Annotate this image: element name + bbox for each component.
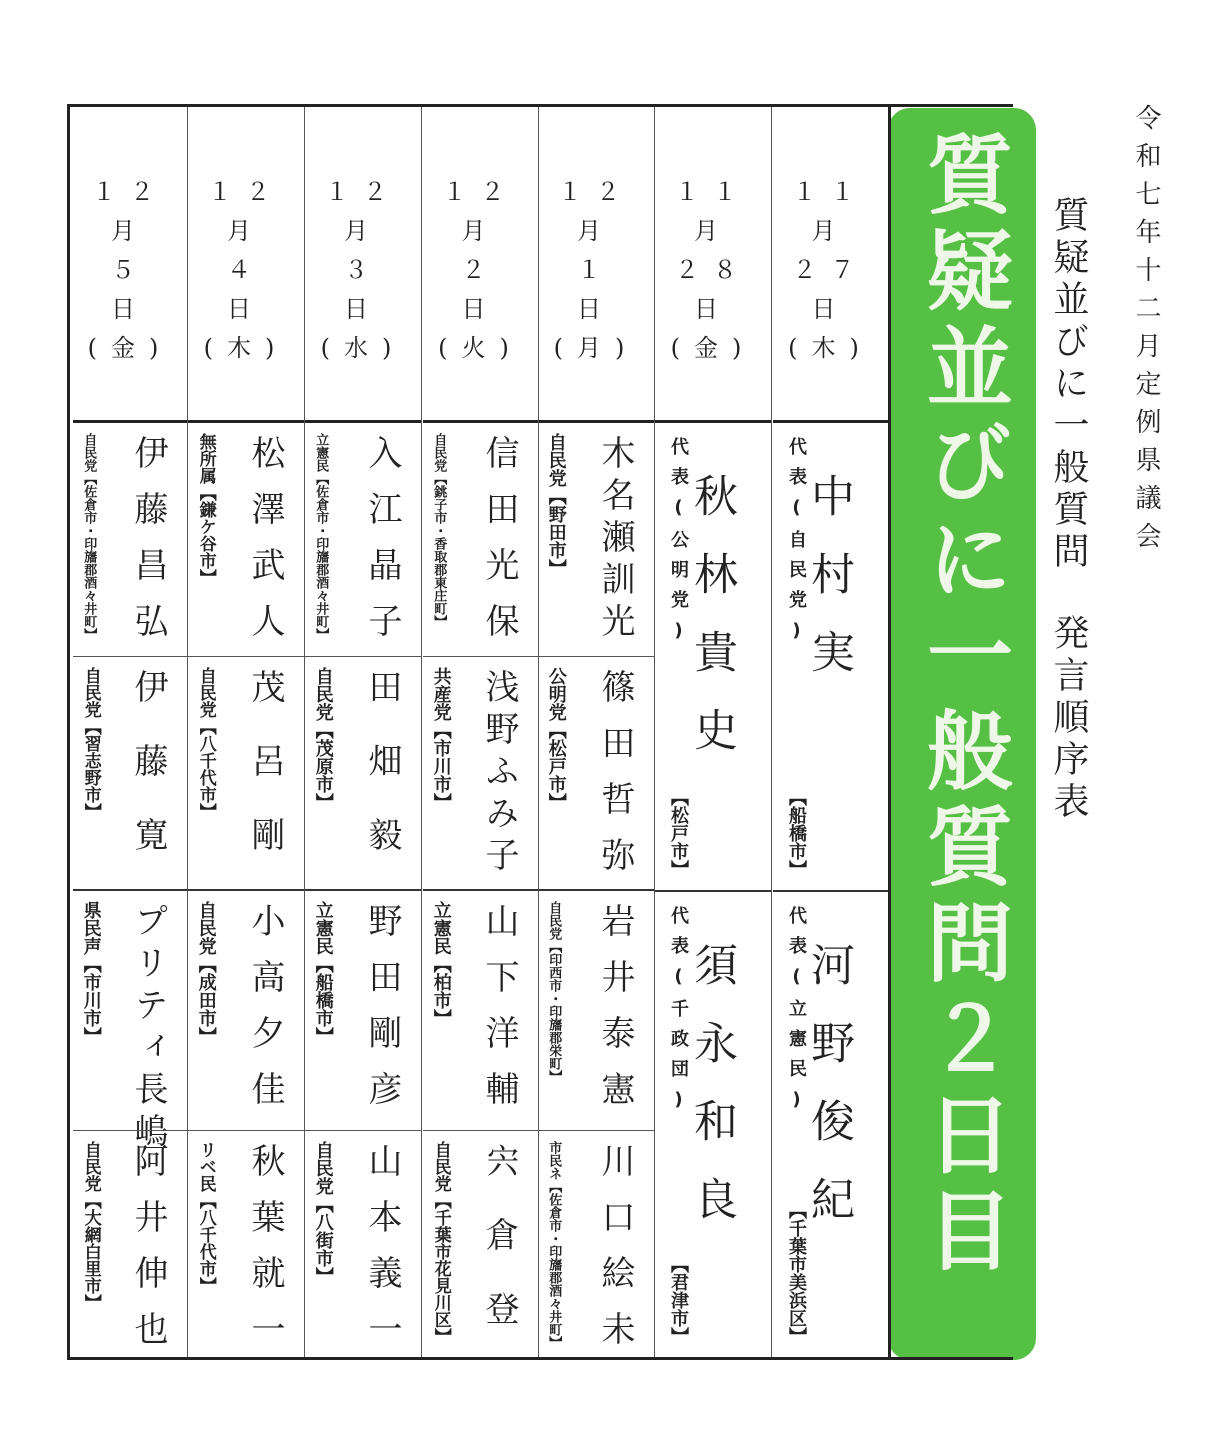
day-column (538, 107, 655, 1367)
speaker-slot (73, 656, 187, 889)
speaker-name: 秋林貴史 (686, 473, 737, 785)
question-type: 代表(立憲民) (786, 906, 807, 1122)
date-part: (金) (670, 334, 756, 362)
speaker-name: 宍倉登 (479, 1143, 519, 1365)
speaker-name: 秋葉就一 (245, 1143, 285, 1367)
speaker-slot (305, 656, 421, 889)
date-part: 月 (461, 217, 500, 245)
day-banner-text: 質疑並びに一般質問２日目 (912, 130, 1012, 1282)
speaker-name: 篠田哲弥 (595, 669, 635, 893)
speaker-name: 木名瀬訓光 (595, 435, 635, 645)
speaker-party: 自民党【成田市】 (195, 901, 217, 1045)
speaker-name: 岩井泰憲 (595, 903, 635, 1127)
date-part: 日 (110, 295, 149, 323)
date-cell (773, 107, 888, 423)
date-part: １１ (792, 178, 869, 206)
speaker-slot (188, 423, 304, 659)
date-part: 月 (110, 217, 149, 245)
speaker-party: 無所属【鎌ケ谷市】 (195, 433, 216, 586)
date-cell (423, 107, 538, 423)
date-part: 月 (693, 217, 732, 245)
speaker-name: 山本義一 (362, 1143, 402, 1367)
question-type: 代表(千政団) (668, 906, 689, 1122)
date-part: 日 (343, 295, 382, 323)
speaker-party: 自民党【八千代市】 (195, 667, 216, 820)
speaker-slot (188, 1130, 304, 1367)
document-title (1043, 196, 1094, 824)
date-cell (655, 107, 771, 423)
speaker-slot (423, 1130, 538, 1365)
speaker-name: 浅野ふみ子 (479, 669, 519, 879)
date-cell (188, 107, 304, 423)
speaker-slot (423, 656, 538, 889)
date-label (671, 173, 756, 368)
date-cell (305, 107, 421, 423)
speaker-name: 野田剛彦 (362, 903, 402, 1127)
speaker-name: 伊藤昌弘 (128, 435, 168, 659)
speaker-slot (773, 423, 888, 890)
speaker-party: 自民党【佐倉市・印旛郡酒々井町】 (81, 433, 97, 641)
speaker-slot (773, 890, 888, 1357)
date-part: (月) (553, 334, 639, 362)
date-part: １２ (442, 178, 519, 206)
speaker-name: 阿井伸也 (128, 1143, 168, 1367)
day-column (423, 107, 539, 1365)
speaker-slot (188, 889, 304, 1130)
speaker-party: 共産党【市川市】 (430, 667, 452, 811)
speaker-party: 県民声【市川市】 (80, 901, 102, 1045)
date-part: ４ (226, 256, 265, 284)
date-part: (金) (87, 334, 173, 362)
document-title-sub: 発言順序表 (1048, 614, 1089, 824)
speaking-order-table (67, 104, 1013, 1367)
date-label (788, 173, 873, 368)
speaker-name: 山下洋輔 (479, 903, 519, 1127)
date-part: １２ (324, 178, 401, 206)
speaker-party: 自民党【大網白里市】 (80, 1141, 101, 1311)
speaker-slot (305, 889, 421, 1130)
speaker-slot (538, 1130, 654, 1367)
date-label (554, 173, 639, 368)
speaker-name: 田畑毅 (362, 669, 402, 891)
speaker-name: 茂呂剛 (245, 669, 285, 891)
day-column (305, 107, 422, 1367)
date-label (321, 173, 406, 368)
day-column (188, 107, 305, 1367)
day-column (73, 107, 188, 1367)
speaker-name: プリティ長嶋 (128, 903, 168, 1155)
date-part: ２ (461, 256, 500, 284)
speaker-name: 須永和良 (686, 942, 737, 1254)
speaker-slot (305, 423, 421, 659)
date-part: (木) (788, 334, 873, 362)
speaker-party: 自民党【印西市・印旛郡栄町】 (546, 901, 562, 1083)
date-part: １２ (91, 178, 168, 206)
date-part: (水) (320, 334, 406, 362)
date-part: 日 (461, 295, 500, 323)
date-part: ２７ (792, 256, 869, 284)
date-part: １ (576, 256, 615, 284)
speaker-slot (73, 889, 187, 1155)
date-part: ２８ (674, 256, 751, 284)
speaker-party: 立憲民【柏市】 (430, 901, 452, 1027)
question-type: 代表(自民党) (786, 437, 807, 653)
speaker-name: 入江晶子 (362, 435, 402, 659)
date-part: 日 (693, 295, 732, 323)
speaker-slot (423, 889, 538, 1130)
speaker-party: 自民党【千葉市花見川区】 (430, 1141, 451, 1345)
day-column (655, 107, 772, 1357)
date-part: 月 (343, 217, 382, 245)
session-title: 令和七年十二月定例県議会 (1131, 104, 1161, 560)
speaker-party: 自民党【習志野市】 (80, 667, 101, 820)
date-label (88, 173, 173, 368)
speaker-name: 中村実 (803, 473, 854, 707)
date-part: 月 (226, 217, 265, 245)
speaker-constituency: 【千葉市美浜区】 (786, 1201, 807, 1345)
date-part: １２ (557, 178, 634, 206)
speaker-constituency: 【船橋市】 (786, 788, 807, 878)
date-part: ５ (110, 256, 149, 284)
date-cell (73, 107, 187, 423)
speaker-party: 立憲民【佐倉市・印旛郡酒々井町】 (313, 433, 329, 641)
speaker-party: 公明党【松戸市】 (545, 667, 567, 811)
date-part: 月 (576, 217, 615, 245)
speaker-party: 立憲民【船橋市】 (312, 901, 334, 1045)
speaker-party: 市民ネ【佐倉市・印旛郡酒々井町】 (546, 1141, 562, 1349)
speaker-slot (538, 423, 654, 656)
speaker-party: 自民党【八街市】 (312, 1141, 334, 1285)
date-part: １１ (674, 178, 751, 206)
question-type: 代表(公明党) (668, 437, 689, 653)
date-part: 日 (576, 295, 615, 323)
speaker-name: 河野俊紀 (803, 942, 854, 1254)
speaker-slot (188, 656, 304, 889)
document-title-main: 質疑並びに一般質問 (1048, 196, 1089, 574)
speaker-constituency: 【君津市】 (668, 1255, 689, 1345)
date-part: 月 (811, 217, 850, 245)
speaker-name: 川口絵未 (595, 1143, 635, 1367)
speaker-slot (538, 656, 654, 893)
speaker-party: 自民党【銚子市・香取郡東庄町】 (431, 433, 447, 628)
speaker-party: リベ民【八千代市】 (195, 1141, 216, 1294)
date-part: (火) (438, 334, 523, 362)
date-part: １２ (207, 178, 284, 206)
speaker-name: 信田光保 (479, 435, 519, 659)
speaker-slot (305, 1130, 421, 1367)
date-part: 日 (226, 295, 265, 323)
date-part: ３ (343, 256, 382, 284)
date-label (204, 173, 289, 368)
date-part: (木) (203, 334, 289, 362)
speaker-slot (73, 1130, 187, 1367)
speaker-constituency: 【松戸市】 (668, 788, 689, 878)
speaker-slot (423, 423, 538, 659)
speaker-party: 自民党【茂原市】 (312, 667, 334, 811)
speaker-slot (655, 423, 771, 890)
speaker-slot (655, 890, 771, 1357)
speaker-slot (73, 423, 187, 659)
speaker-name: 松澤武人 (245, 435, 285, 659)
date-label (438, 173, 523, 368)
date-cell (538, 107, 654, 423)
speaker-name: 伊藤寛 (128, 669, 168, 891)
speaker-party: 自民党【野田市】 (545, 433, 567, 577)
speaker-slot (538, 889, 654, 1130)
date-part: 日 (811, 295, 850, 323)
speaker-name: 小高夕佳 (245, 903, 285, 1127)
day-column (773, 107, 891, 1357)
